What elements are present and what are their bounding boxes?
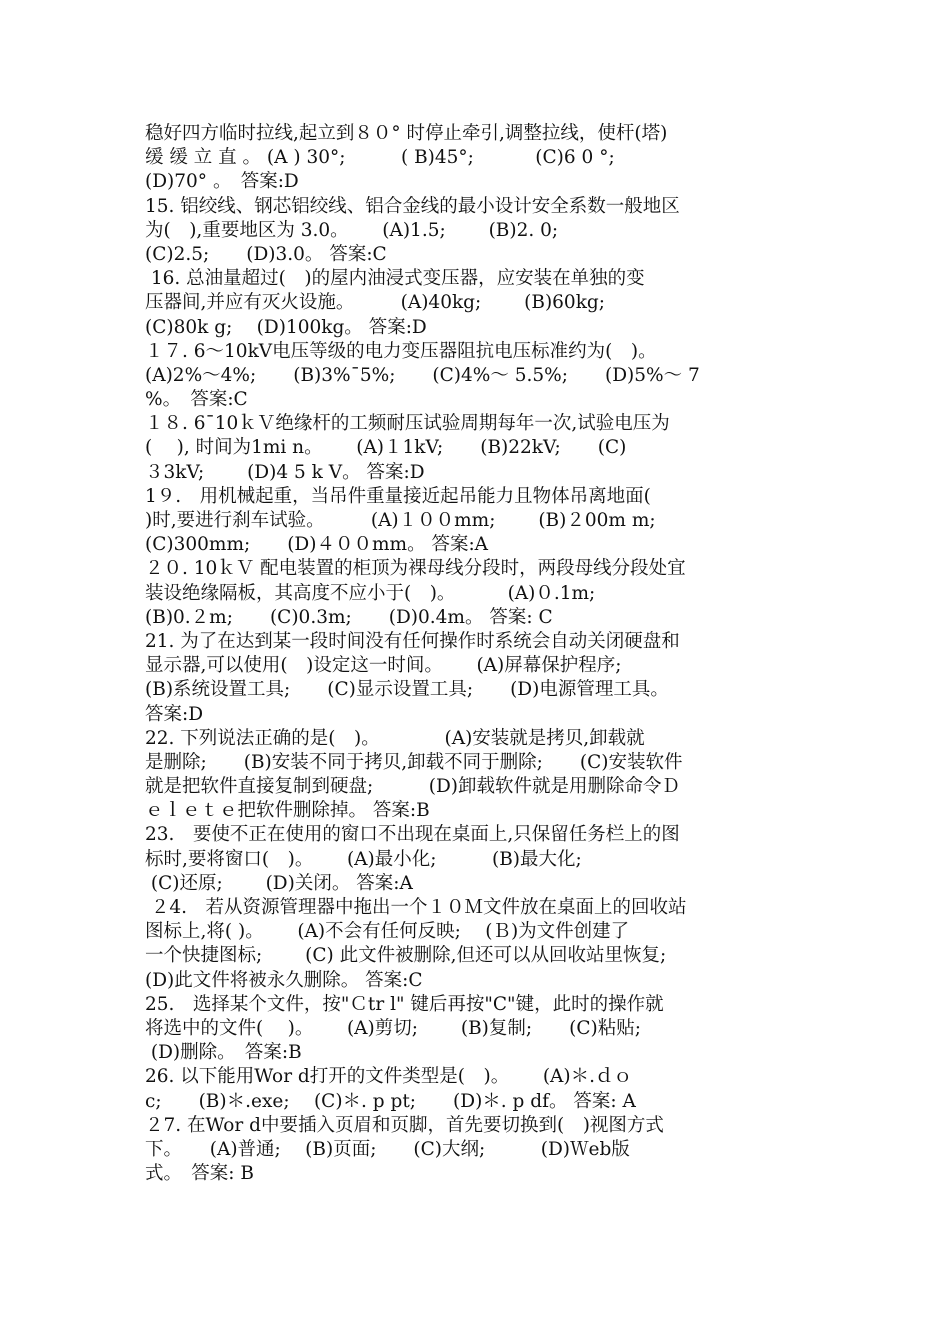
text-line: 是删除; (B)安装不同于拷贝,卸载不同于删除; (C)安装软件 (145, 751, 683, 773)
question-18: １８. 6¯10ｋＶ绝缘杆的工频耐压试验周期每年一次,试验电压为 (145, 413, 670, 435)
question-15: 15. 铝绞线、钢芯铝绞线、铝合金线的最小设计安全系数一般地区 (145, 195, 680, 217)
text-line: ( ), 时间为1mi n。 (A)１1kV; (B)22kV; (C) (145, 437, 627, 459)
text-line: 图标上,将( )。 (A)不会有任何反映; (Ｂ)为文件创建了 (145, 921, 630, 943)
text-line: c; (B)＊.exe; (C)＊. p pt; (D)＊. p df。 答案: A (145, 1090, 636, 1112)
document-body (145, 122, 810, 1186)
text-line: (D)删除。 答案:B (145, 1042, 302, 1064)
text-line: %。 答案:C (145, 389, 248, 411)
text-line: (A)2%～4%; (B)3%¯5%; (C)4%～ 5.5%; (D)5%～ 7 (145, 364, 700, 386)
text-line: 装设绝缘隔板，其高度不应小于( )。 (A)０.1m; (145, 582, 596, 604)
text-line: 缓 缓 立 直 。 (A ) 30°; ( B)45°; (C)6 0 °; (145, 147, 615, 169)
text-line: ３3kV; (D)4 5 k V。 答案:D (145, 461, 425, 483)
text-line: 为( ),重要地区为 3.0。 (A)1.5; (B)2. 0; (145, 219, 559, 241)
text-line: 就是把软件直接复制到硬盘; (D)卸载软件就是用删除命令Ｄ (145, 776, 681, 798)
text-line: 式。 答案: B (145, 1163, 254, 1185)
text-line: 一个快捷图标; (C) 此文件被删除,但还可以从回收站里恢复; (145, 945, 667, 967)
question-25: 25. 选择某个文件，按"Ｃtr l" 键后再按"C"键，此时的操作就 (145, 993, 664, 1015)
question-22: 22. 下列说法正确的是( )。 (A)安装就是拷贝,卸载就 (145, 727, 645, 749)
text-line: 答案:D (145, 703, 204, 725)
text-line: (B)系统设置工具; (C)显示设置工具; (D)电源管理工具。 (145, 679, 669, 701)
question-19: 1９. 用机械起重，当吊件重量接近起吊能力且物体吊离地面( (145, 485, 651, 507)
question-23: 23. 要使不正在使用的窗口不出现在桌面上,只保留任务栏上的图 (145, 824, 680, 846)
text-line: 显示器,可以使用( )设定这一时间。 (A)屏幕保护程序; (145, 655, 622, 677)
text-line: (C)2.5; (D)3.0。 答案:C (145, 243, 387, 265)
text-line: 稳好四方临时拉线,起立到８０° 时停止牵引,调整拉线，使杆(塔) (145, 123, 668, 144)
text-line: (C)还原; (D)关闭。 答案:A (145, 872, 413, 894)
question-17: １７. 6～10kV电压等级的电力变压器阻抗电压标准约为( )。 (145, 340, 657, 362)
question-26: 26. 以下能用Wor d打开的文件类型是( )。 (A)＊.ｄｏ (145, 1066, 633, 1088)
text-line: (D)此文件将被永久删除。 答案:C (145, 969, 423, 991)
question-21: 21. 为了在达到某一段时间没有任何操作时系统会自动关闭硬盘和 (145, 630, 680, 652)
text-line: 下。 (A)普通; (B)页面; (C)大纲; (D)Ｗeb版 (145, 1138, 630, 1160)
text-line: 将选中的文件( )。 (A)剪切; (B)复制; (C)粘贴; (145, 1017, 641, 1039)
question-20: ２０. 10ｋＶ 配电装置的柜顶为裸母线分段时，两段母线分段处宜 (145, 558, 686, 580)
text-line: (C)80k g; (D)100kg。 答案:D (145, 316, 427, 338)
text-line: )时,要进行刹车试验。 (A)１００mm; (B)２00m m; (145, 510, 656, 531)
question-27: ２7. 在Wor d中要插入页眉和页脚，首先要切换到( )视图方式 (145, 1114, 664, 1136)
text-line: 压器间,并应有灭火设施。 (A)40kg; (B)60kg; (145, 292, 605, 314)
question-24: ２4. 若从资源管理器中拖出一个１０Ｍ文件放在桌面上的回收站 (145, 897, 687, 918)
text-line: (D)70° 。 答案:D (145, 171, 299, 193)
text-line: 标时,要将窗口( )。 (A)最小化; (B)最大化; (145, 848, 582, 870)
question-16: 16. 总油量超过( )的屋内油浸式变压器，应安装在单独的变 (145, 268, 645, 290)
text-line: (C)300mm; (D)４００mm。 答案:A (145, 534, 489, 556)
text-line: ｅｌｅｔｅ把软件删除掉。 答案:B (145, 800, 430, 822)
text-line: (B)0.２m; (C)0.3m; (D)0.4m。 答案: C (145, 606, 553, 628)
